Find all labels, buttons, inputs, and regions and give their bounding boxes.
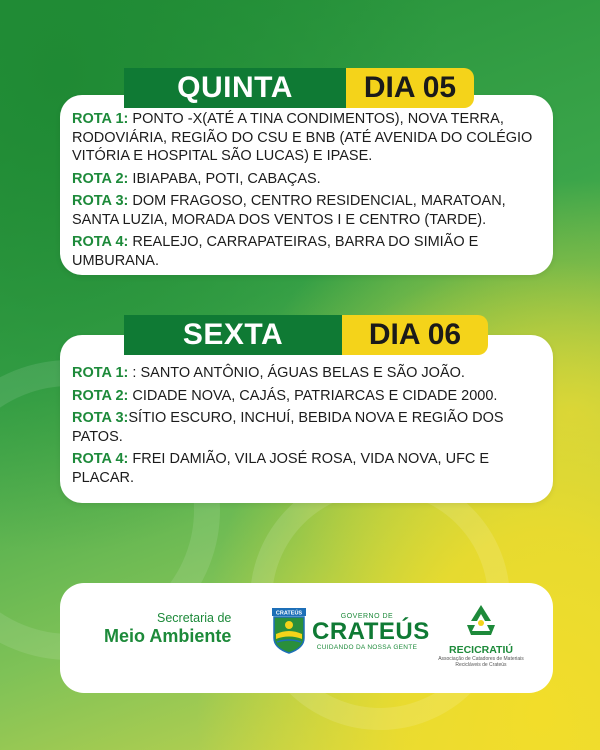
sexta-header: [124, 315, 488, 355]
route-text: REALEJO, CARRAPATEIRAS, BARRA DO SIMIÃO E UMBURANA.: [72, 234, 479, 269]
route-label: ROTA 4:: [72, 234, 129, 250]
route-text: FREI DAMIÃO, VILA JOSÉ ROSA, VIDA NOVA, UFC E PLACAR.: [72, 451, 490, 486]
route-label: ROTA 3:: [72, 193, 129, 209]
route-label: ROTA 3:: [72, 410, 129, 426]
footer-logos: [60, 583, 553, 693]
recicratiu-subtitle: Associação de Catadores de Materiais Recicláveis de Crateús: [438, 656, 524, 668]
route-item: [72, 364, 542, 383]
route-text: PONTO -X(ATÉ A TINA CONDIMENTOS), NOVA TERRA, RODOVIÁRIA, REGIÃO DO CSU E BNB (ATÉ AVENIDA DO COLÉGIO VITÓRIA E HOSPITAL SÃO LUCAS) E IPASE.: [72, 111, 533, 164]
route-item: [72, 233, 542, 270]
day-name: SEXTA: [124, 315, 342, 355]
secretaria-meio-ambiente-logo: [104, 611, 231, 647]
route-label: ROTA 2:: [72, 170, 129, 187]
route-text: CIDADE NOVA, CAJÁS, PATRIARCAS E CIDADE 2000.: [128, 387, 498, 404]
recycle-icon: [461, 603, 501, 637]
route-item: [72, 110, 542, 166]
route-item: [72, 192, 542, 229]
recicratiu-logo: [438, 603, 524, 668]
route-text: IBIAPABA, POTI, CABAÇAS.: [128, 170, 321, 187]
crest-text: CRATEÚS: [275, 610, 303, 617]
route-text: SÍTIO ESCURO, INCHUÍ, BEBIDA NOVA E REGIÃO DOS PATOS.: [72, 410, 504, 445]
sexta-routes: [72, 364, 542, 491]
route-label: ROTA 4:: [72, 451, 129, 467]
crateus-crest-icon: [272, 608, 306, 654]
route-label: ROTA 1:: [72, 111, 129, 127]
route-label: ROTA 2:: [72, 387, 129, 404]
day-name: QUINTA: [124, 68, 346, 108]
day-date: DIA 05: [346, 68, 474, 108]
route-text: : SANTO ANTÔNIO, ÁGUAS BELAS E SÃO JOÃO.: [128, 365, 465, 381]
governo-crateus-logo: [312, 613, 430, 651]
route-item: [72, 387, 542, 406]
route-label: ROTA 1:: [72, 365, 129, 381]
gov-line3: CUIDANDO DA NOSSA GENTE: [316, 644, 418, 651]
route-item: [72, 409, 542, 446]
recicratiu-name: RECICRATIÚ: [449, 644, 513, 656]
route-item: [72, 450, 542, 487]
secretaria-line1: Secretaria de: [157, 611, 232, 625]
gov-line2: CRATEÚS: [312, 618, 430, 645]
secretaria-line2: Meio Ambiente: [104, 626, 232, 646]
quinta-routes: [72, 110, 542, 274]
route-text: DOM FRAGOSO, CENTRO RESIDENCIAL, MARATOAN, SANTA LUZIA, MORADA DOS VENTOS I E CENTRO (TARDE).: [72, 193, 506, 228]
quinta-header: [124, 68, 474, 108]
gov-line1: GOVERNO DE: [340, 613, 394, 620]
route-item: [72, 170, 542, 189]
day-date: DIA 06: [342, 315, 488, 355]
